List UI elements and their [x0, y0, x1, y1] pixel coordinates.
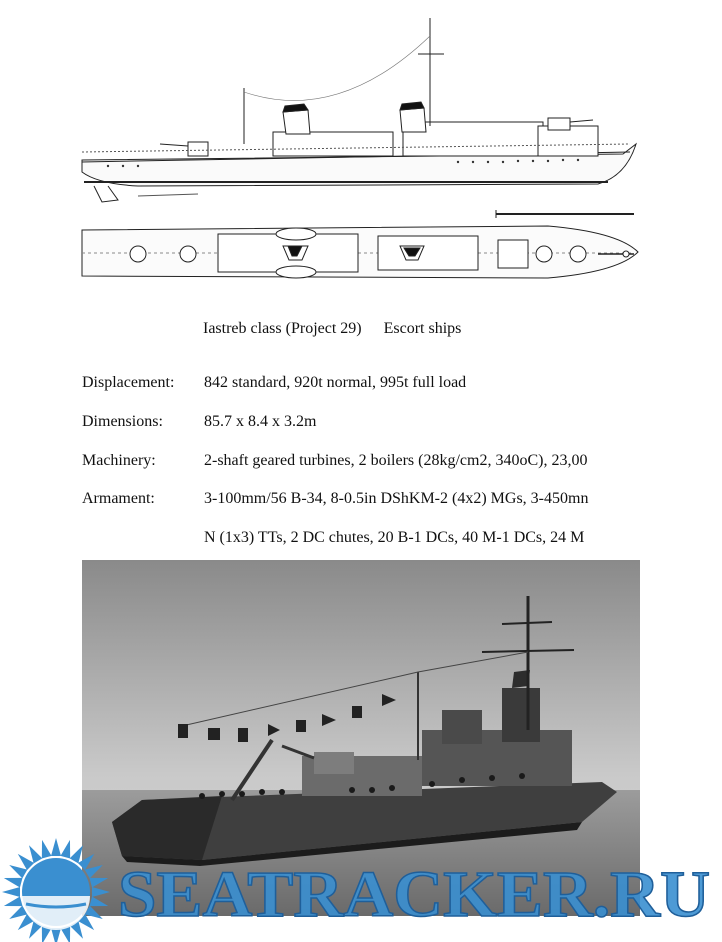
class-name: Iastreb class (Project 29): [203, 320, 362, 337]
spec-value: 2-shaft geared turbines, 2 boilers (28kg/cm2, 340oC), 23,00: [204, 452, 588, 469]
sun-logo-icon: [2, 838, 110, 942]
ship-line-drawing: [78, 14, 640, 294]
spec-value: N (1x3) TTs, 2 DC chutes, 20 B-1 DCs, 40 M-1 DCs, 24 M: [204, 529, 585, 546]
spec-value: 842 standard, 920t normal, 995t full load: [204, 374, 467, 391]
watermark-text: SEATRACKER.RU: [118, 858, 710, 931]
spec-label: Displacement:: [82, 374, 175, 391]
spec-value: 85.7 x 8.4 x 3.2m: [204, 413, 317, 430]
title-row: [203, 320, 479, 338]
spec-label: Armament:: [82, 490, 155, 507]
spec-label: Machinery:: [82, 452, 156, 469]
spec-value: 3-100mm/56 B-34, 8-0.5in DShKM-2 (4x2) MGs, 3-450mn: [204, 490, 589, 507]
profile-view: [82, 18, 636, 218]
spec-label: Dimensions:: [82, 413, 163, 430]
watermark: [0, 830, 722, 942]
ship-type: Escort ships: [383, 320, 462, 337]
plan-view: [82, 226, 638, 278]
